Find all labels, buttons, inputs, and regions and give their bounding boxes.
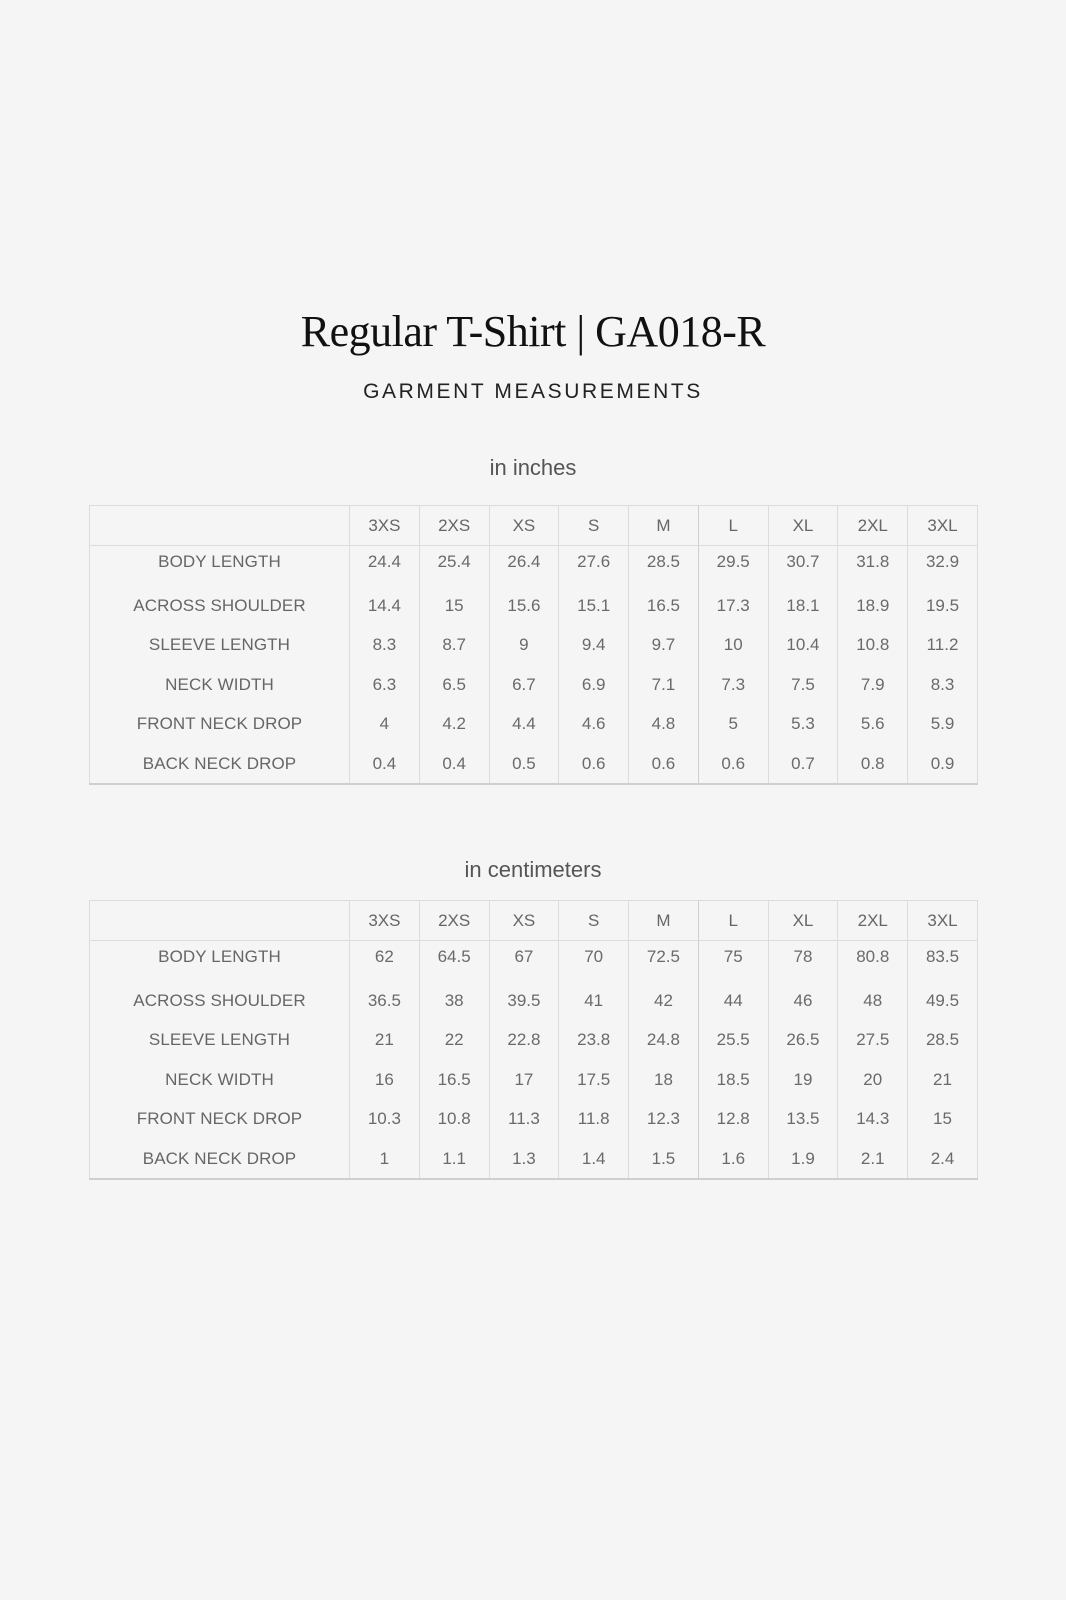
measurement-value: 15.1 — [559, 586, 629, 626]
size-header-cell: 3XS — [350, 901, 420, 941]
page-title: Regular T-Shirt | GA018-R — [300, 307, 766, 356]
measurement-value: 10.3 — [350, 1099, 420, 1139]
table-row — [90, 1099, 978, 1139]
measurement-value: 10.4 — [768, 625, 838, 665]
measurement-label: SLEEVE LENGTH — [90, 1020, 350, 1060]
measurement-value: 5.6 — [838, 704, 908, 744]
size-header-cell: 3XS — [350, 506, 420, 546]
header-blank-cell — [90, 901, 350, 941]
page-subtitle: GARMENT MEASUREMENTS — [363, 380, 703, 403]
centimeters-size-table — [89, 900, 978, 1180]
measurement-value: 49.5 — [908, 981, 978, 1021]
measurement-value: 39.5 — [489, 981, 559, 1021]
measurement-value: 42 — [629, 981, 699, 1021]
table-row — [90, 1060, 978, 1100]
measurement-value: 12.3 — [629, 1099, 699, 1139]
measurement-value: 10.8 — [419, 1099, 489, 1139]
measurement-value: 46 — [768, 981, 838, 1021]
measurement-value: 7.3 — [698, 665, 768, 705]
measurement-value: 2.1 — [838, 1139, 908, 1180]
measurement-label: FRONT NECK DROP — [90, 1099, 350, 1139]
measurement-label: FRONT NECK DROP — [90, 704, 350, 744]
measurement-label: SLEEVE LENGTH — [90, 625, 350, 665]
measurement-value: 78 — [768, 941, 838, 981]
measurement-value: 62 — [350, 941, 420, 981]
measurement-value: 4.8 — [629, 704, 699, 744]
measurement-value: 1.9 — [768, 1139, 838, 1180]
measurement-value: 5.3 — [768, 704, 838, 744]
measurement-value: 0.6 — [698, 744, 768, 785]
size-header-cell: XS — [489, 901, 559, 941]
size-header-cell: XL — [768, 901, 838, 941]
size-header-cell: L — [698, 506, 768, 546]
measurement-value: 10 — [698, 625, 768, 665]
size-header-cell: 2XS — [419, 901, 489, 941]
measurement-label: ACROSS SHOULDER — [90, 981, 350, 1021]
measurement-value: 6.5 — [419, 665, 489, 705]
centimeters-table-label: in centimeters — [464, 857, 602, 882]
measurement-value: 0.7 — [768, 744, 838, 785]
size-header-cell: XS — [489, 506, 559, 546]
inches-table-label: in inches — [489, 455, 577, 480]
measurement-value: 0.5 — [489, 744, 559, 785]
measurement-value: 11.2 — [908, 625, 978, 665]
measurement-value: 9.4 — [559, 625, 629, 665]
table-header-row — [90, 506, 978, 546]
measurement-value: 9 — [489, 625, 559, 665]
inches-size-table — [89, 505, 978, 785]
size-header-cell: XL — [768, 506, 838, 546]
measurement-value: 25.5 — [698, 1020, 768, 1060]
size-header-cell: M — [629, 506, 699, 546]
table-row — [90, 625, 978, 665]
measurement-value: 17 — [489, 1060, 559, 1100]
measurement-value: 1.1 — [419, 1139, 489, 1180]
measurement-value: 18.9 — [838, 586, 908, 626]
measurement-value: 21 — [350, 1020, 420, 1060]
measurement-value: 0.4 — [419, 744, 489, 785]
measurement-value: 20 — [838, 1060, 908, 1100]
measurement-value: 6.3 — [350, 665, 420, 705]
size-header-cell: L — [698, 901, 768, 941]
measurement-value: 4.4 — [489, 704, 559, 744]
measurement-value: 19 — [768, 1060, 838, 1100]
measurement-value: 15.6 — [489, 586, 559, 626]
measurement-value: 10.8 — [838, 625, 908, 665]
table-row — [90, 546, 978, 586]
measurement-value: 2.4 — [908, 1139, 978, 1180]
measurement-value: 11.8 — [559, 1099, 629, 1139]
measurement-value: 6.7 — [489, 665, 559, 705]
measurement-label: ACROSS SHOULDER — [90, 586, 350, 626]
measurement-value: 9.7 — [629, 625, 699, 665]
measurement-value: 8.3 — [908, 665, 978, 705]
measurement-value: 0.4 — [350, 744, 420, 785]
measurement-value: 25.4 — [419, 546, 489, 586]
measurement-value: 41 — [559, 981, 629, 1021]
measurement-value: 32.9 — [908, 546, 978, 586]
measurement-value: 1.4 — [559, 1139, 629, 1180]
table-row — [90, 1139, 978, 1180]
measurement-value: 18.1 — [768, 586, 838, 626]
measurement-value: 48 — [838, 981, 908, 1021]
measurement-value: 13.5 — [768, 1099, 838, 1139]
size-header-cell: 3XL — [908, 901, 978, 941]
measurement-value: 0.9 — [908, 744, 978, 785]
size-header-cell: S — [559, 901, 629, 941]
table-row — [90, 704, 978, 744]
measurement-value: 0.6 — [559, 744, 629, 785]
measurement-value: 23.8 — [559, 1020, 629, 1060]
size-header-cell: M — [629, 901, 699, 941]
size-header-cell: 2XS — [419, 506, 489, 546]
table-row — [90, 744, 978, 785]
measurement-value: 4.6 — [559, 704, 629, 744]
measurement-value: 26.4 — [489, 546, 559, 586]
table-row — [90, 941, 978, 981]
measurement-value: 26.5 — [768, 1020, 838, 1060]
measurement-value: 19.5 — [908, 586, 978, 626]
measurement-value: 1.5 — [629, 1139, 699, 1180]
size-header-cell: S — [559, 506, 629, 546]
table-header-row — [90, 901, 978, 941]
measurement-value: 28.5 — [908, 1020, 978, 1060]
measurement-value: 7.1 — [629, 665, 699, 705]
measurement-value: 18 — [629, 1060, 699, 1100]
measurement-value: 4 — [350, 704, 420, 744]
measurement-value: 5 — [698, 704, 768, 744]
measurement-value: 38 — [419, 981, 489, 1021]
measurement-label: BACK NECK DROP — [90, 1139, 350, 1180]
measurement-value: 7.5 — [768, 665, 838, 705]
measurement-value: 16.5 — [419, 1060, 489, 1100]
measurement-value: 0.8 — [838, 744, 908, 785]
size-header-cell: 3XL — [908, 506, 978, 546]
measurement-value: 17.5 — [559, 1060, 629, 1100]
measurement-value: 16.5 — [629, 586, 699, 626]
measurement-value: 75 — [698, 941, 768, 981]
measurement-value: 18.5 — [698, 1060, 768, 1100]
measurement-value: 14.3 — [838, 1099, 908, 1139]
measurement-value: 6.9 — [559, 665, 629, 705]
measurement-value: 8.3 — [350, 625, 420, 665]
measurement-value: 1 — [350, 1139, 420, 1180]
measurement-value: 15 — [419, 586, 489, 626]
measurement-value: 5.9 — [908, 704, 978, 744]
table-row — [90, 665, 978, 705]
measurement-value: 31.8 — [838, 546, 908, 586]
table-row — [90, 981, 978, 1021]
size-header-cell: 2XL — [838, 901, 908, 941]
measurement-value: 0.6 — [629, 744, 699, 785]
measurement-value: 22.8 — [489, 1020, 559, 1060]
measurement-value: 28.5 — [629, 546, 699, 586]
measurement-value: 27.5 — [838, 1020, 908, 1060]
measurement-label: NECK WIDTH — [90, 665, 350, 705]
measurement-value: 29.5 — [698, 546, 768, 586]
measurement-value: 12.8 — [698, 1099, 768, 1139]
measurement-value: 24.8 — [629, 1020, 699, 1060]
measurement-value: 16 — [350, 1060, 420, 1100]
measurement-value: 22 — [419, 1020, 489, 1060]
measurement-label: BODY LENGTH — [90, 546, 350, 586]
measurement-value: 67 — [489, 941, 559, 981]
table-row — [90, 1020, 978, 1060]
measurement-label: BACK NECK DROP — [90, 744, 350, 785]
measurement-label: NECK WIDTH — [90, 1060, 350, 1100]
table-row — [90, 586, 978, 626]
measurement-value: 11.3 — [489, 1099, 559, 1139]
measurement-value: 64.5 — [419, 941, 489, 981]
measurement-value: 24.4 — [350, 546, 420, 586]
measurement-value: 17.3 — [698, 586, 768, 626]
measurement-value: 36.5 — [350, 981, 420, 1021]
measurement-value: 27.6 — [559, 546, 629, 586]
measurement-value: 1.6 — [698, 1139, 768, 1180]
header-blank-cell — [90, 506, 350, 546]
measurement-value: 30.7 — [768, 546, 838, 586]
measurement-value: 15 — [908, 1099, 978, 1139]
measurement-label: BODY LENGTH — [90, 941, 350, 981]
measurement-value: 14.4 — [350, 586, 420, 626]
measurement-value: 83.5 — [908, 941, 978, 981]
measurement-value: 4.2 — [419, 704, 489, 744]
measurement-value: 44 — [698, 981, 768, 1021]
measurement-value: 70 — [559, 941, 629, 981]
measurement-value: 72.5 — [629, 941, 699, 981]
size-header-cell: 2XL — [838, 506, 908, 546]
measurement-value: 21 — [908, 1060, 978, 1100]
measurement-value: 80.8 — [838, 941, 908, 981]
measurement-value: 8.7 — [419, 625, 489, 665]
measurement-value: 1.3 — [489, 1139, 559, 1180]
measurement-value: 7.9 — [838, 665, 908, 705]
